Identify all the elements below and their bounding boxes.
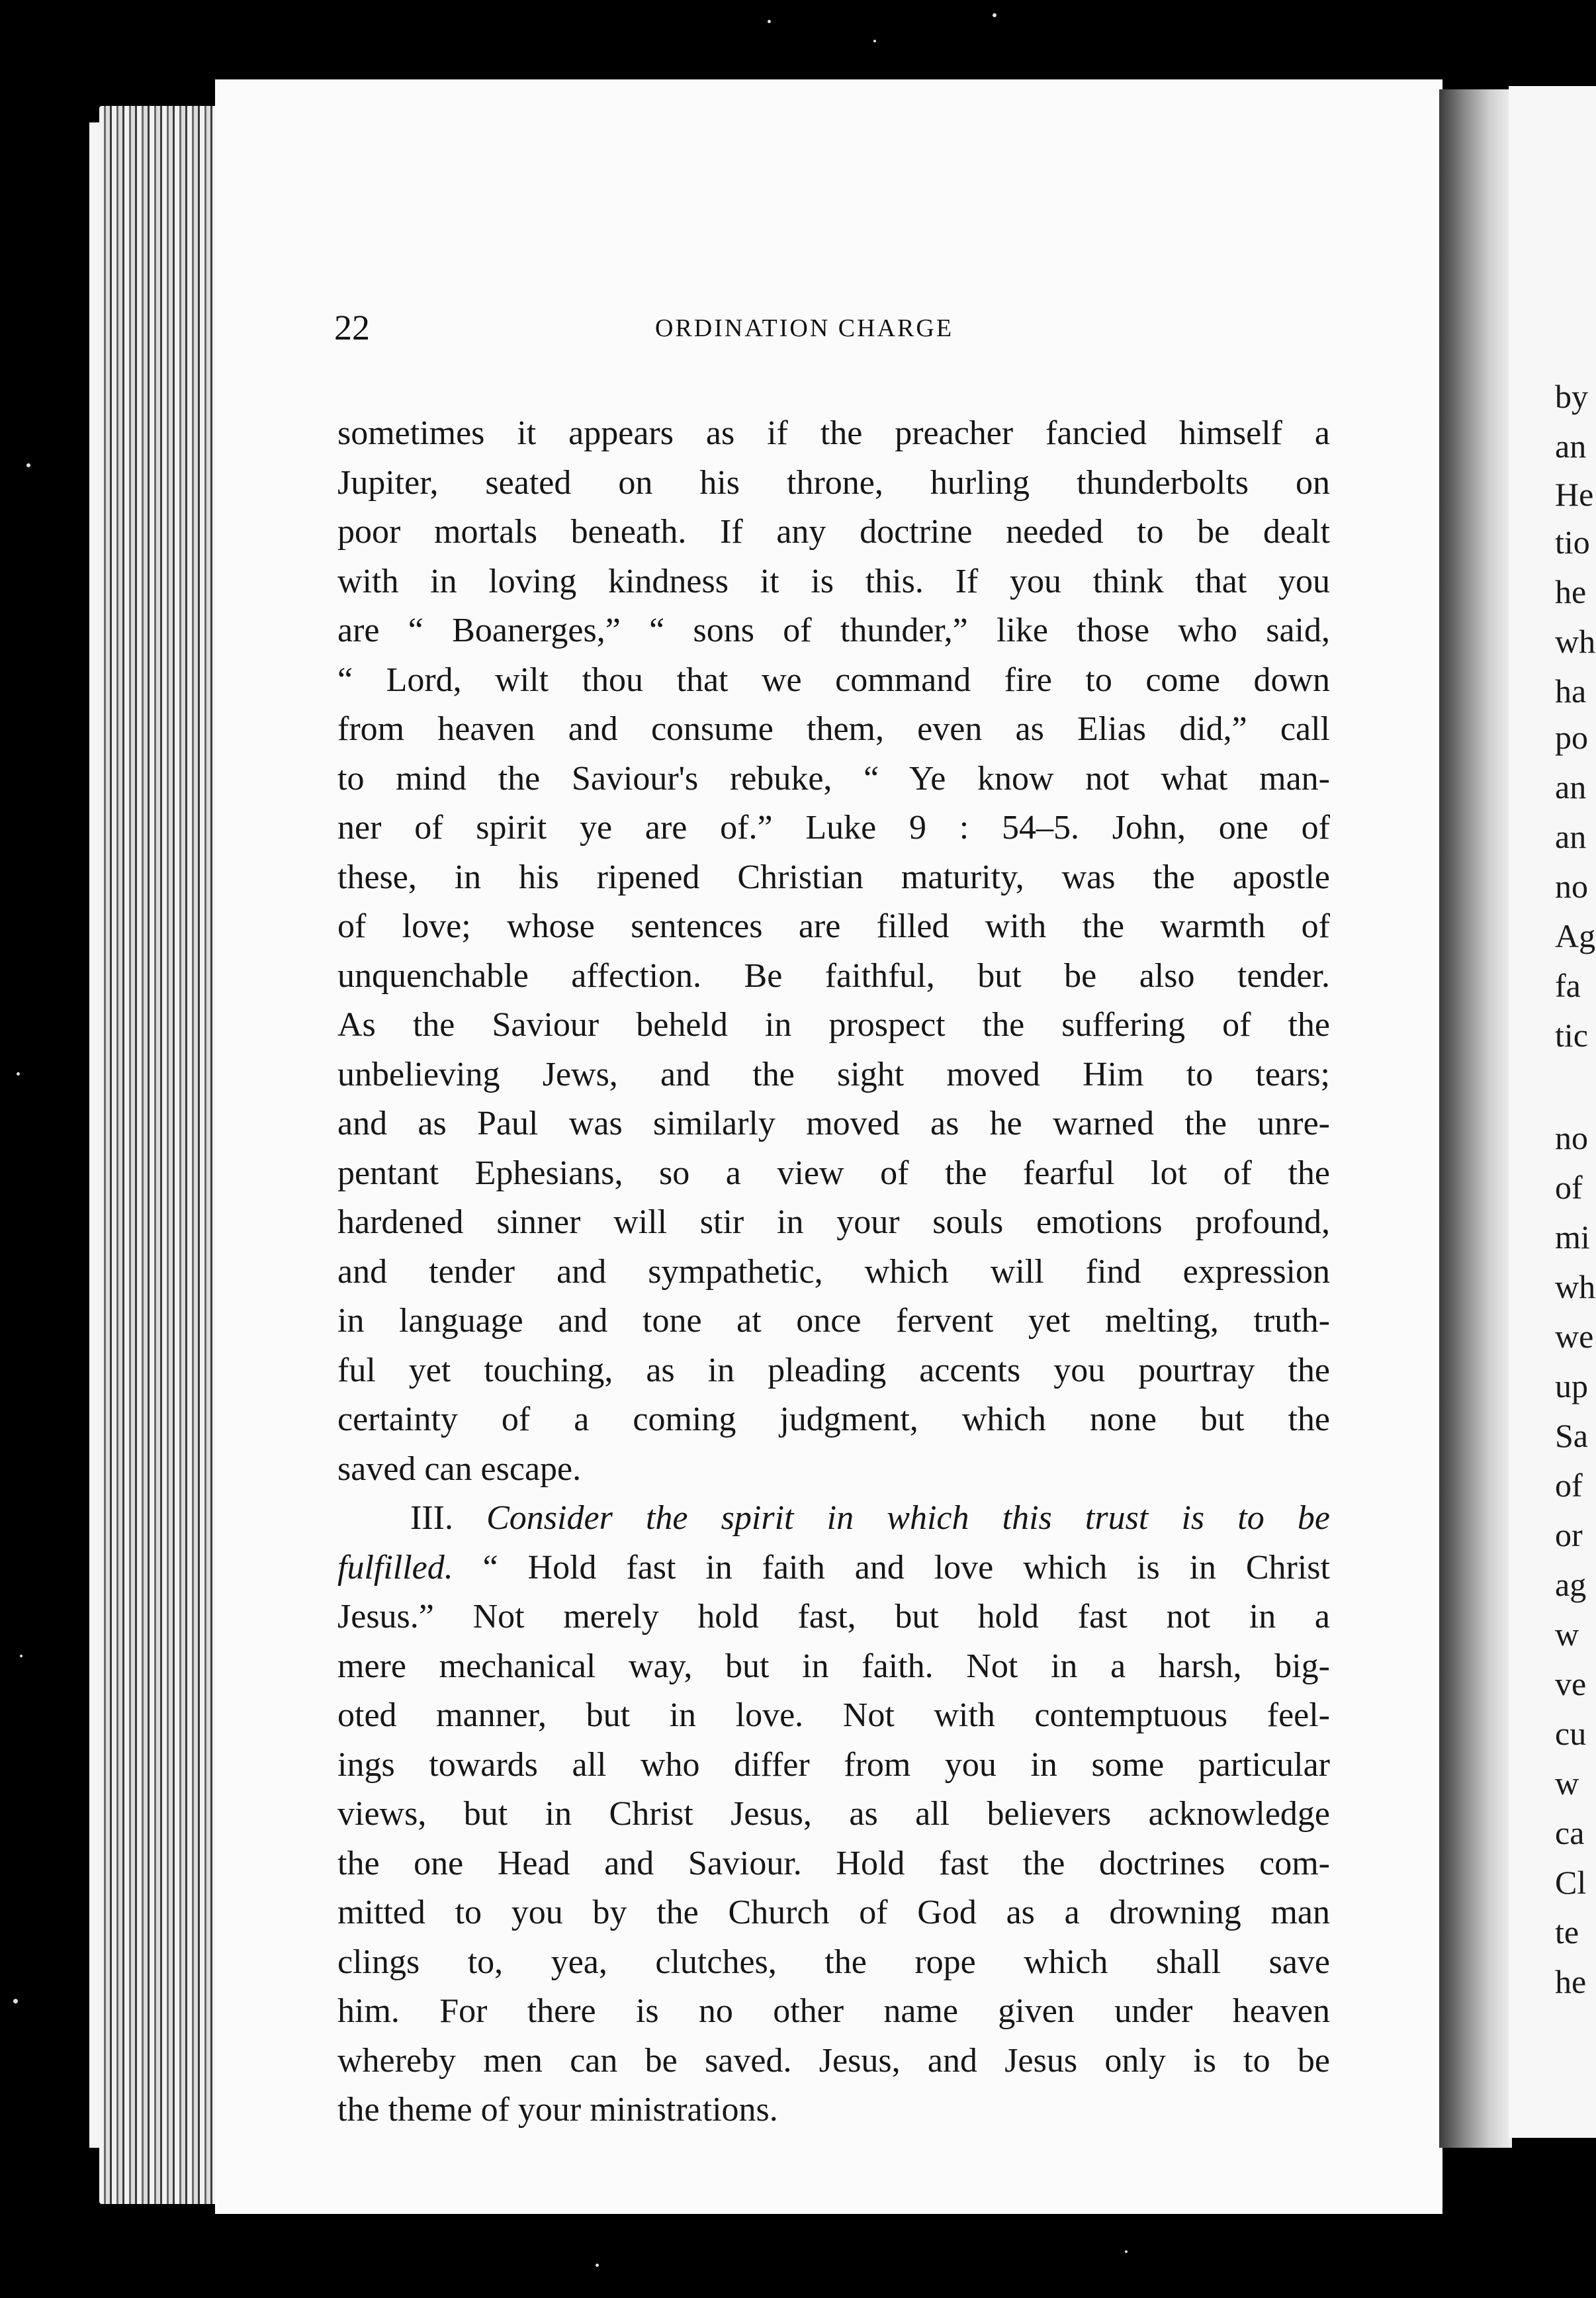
facing-page-fragment: He — [1555, 476, 1594, 513]
facing-page-fragment: ag — [1555, 1566, 1587, 1603]
facing-page-fragment: of — [1555, 1169, 1583, 1206]
body-line: saved can escape. — [337, 1449, 582, 1488]
body-line: unbelieving Jews, and the sight moved Him to tears; — [337, 1055, 1330, 1093]
facing-page-fragment: no — [1555, 1119, 1588, 1156]
facing-page-fragment: te — [1555, 1913, 1579, 1951]
body-line: him. For there is no other name given under heaven — [337, 1992, 1330, 2030]
page-number: 22 — [334, 308, 370, 347]
facing-page-fragment: by — [1555, 378, 1588, 415]
facing-page-fragment: of — [1555, 1467, 1583, 1504]
dust-speck — [17, 1072, 20, 1076]
body-line: ings towards all who differ from you in some particular — [337, 1745, 1330, 1784]
facing-page-fragment: ca — [1555, 1814, 1585, 1851]
body-line: clings to, yea, clutches, the rope which shall save — [337, 1943, 1330, 1981]
facing-page-fragment: fa — [1555, 967, 1581, 1004]
facing-page-fragment: mi — [1555, 1218, 1590, 1256]
body-line: in language and tone at once fervent yet melting, truth- — [337, 1302, 1330, 1340]
body-line: Jupiter, seated on his throne, hurling thunderbolts on — [337, 463, 1330, 502]
body-line: sometimes it appears as if the preacher fancied himself a — [337, 414, 1330, 452]
book-page-edges — [99, 106, 218, 2204]
facing-page-fragment: wh — [1555, 1268, 1596, 1305]
facing-page-fragment: ha — [1555, 672, 1587, 710]
dust-speck — [1125, 2250, 1128, 2253]
facing-page-fragment: an — [1555, 818, 1587, 855]
body-line: the one Head and Saviour. Hold fast the doctrines com- — [337, 1844, 1330, 1882]
facing-page-fragment: ve — [1555, 1665, 1587, 1702]
body-line: Jesus.” Not merely hold fast, but hold fast not in a — [337, 1598, 1330, 1635]
dust-speck — [768, 20, 771, 23]
body-line: are “ Boanerges,” “ sons of thunder,” like those who said, — [337, 612, 1330, 649]
body-line: ful yet touching, as in pleading accents you pourtray the — [337, 1351, 1330, 1389]
book-gutter-shadow — [1439, 89, 1512, 2148]
facing-page-fragment: w — [1555, 1765, 1579, 1802]
body-line: to mind the Saviour's rebuke, “ Ye know not what man- — [337, 759, 1330, 798]
quotation-start: “ Hold fast in faith and love which is in Christ — [482, 1548, 1330, 1586]
facing-page-fragment: or — [1555, 1516, 1583, 1553]
facing-page-fragment: an — [1555, 428, 1587, 465]
facing-page-fragment: tic — [1555, 1017, 1588, 1054]
body-line: ner of spirit ye are of.” Luke 9 : 54–5. John, one of — [337, 809, 1330, 847]
body-line: from heaven and consume them, even as Elias did,” call — [337, 710, 1330, 748]
body-line: whereby men can be saved. Jesus, and Jesus only is to be — [337, 2041, 1330, 2080]
body-line: mitted to you by the Church of God as a drowning man — [337, 1894, 1330, 1931]
body-line: and as Paul was similarly moved as he warned the unre- — [337, 1105, 1330, 1142]
section-numeral: III. — [410, 1499, 487, 1537]
body-line: unquenchable affection. Be faithful, but be also tender. — [337, 956, 1330, 995]
dust-speck — [596, 2264, 599, 2267]
facing-page-fragment: we — [1555, 1318, 1594, 1355]
body-line: and tender and sympathetic, which will find expression — [337, 1252, 1330, 1291]
facing-page-fragment: w — [1555, 1616, 1579, 1653]
facing-page-fragment: no — [1555, 868, 1588, 905]
section-heading-line — [337, 1495, 1330, 1541]
body-line: mere mechanical way, but in faith. Not in a harsh, big- — [337, 1647, 1330, 1685]
facing-page-fragment: Cl — [1555, 1864, 1587, 1901]
facing-page-fragment: up — [1555, 1367, 1588, 1404]
facing-page-fragment: Ag — [1555, 917, 1596, 954]
facing-page-strip — [1509, 86, 1596, 2138]
body-line: certainty of a coming judgment, which none but the — [337, 1401, 1330, 1438]
body-line: views, but in Christ Jesus, as all believers acknowledge — [337, 1795, 1330, 1833]
dust-speck — [20, 1655, 22, 1657]
dust-speck — [993, 13, 997, 17]
dust-speck — [26, 463, 30, 467]
facing-page-fragment: he — [1555, 1963, 1587, 2000]
facing-page-fragment: tio — [1555, 524, 1590, 561]
section-heading-italic: Consider the spirit in which this trust is to be — [486, 1499, 1330, 1537]
running-head: ORDINATION CHARGE — [655, 314, 954, 342]
body-line: hardened sinner will stir in your souls emotions profound, — [337, 1203, 1330, 1241]
body-line: the theme of your ministrations. — [337, 2091, 778, 2129]
dust-speck — [13, 1999, 18, 2003]
body-line: oted manner, but in love. Not with contemptuous feel- — [337, 1696, 1330, 1734]
facing-page-fragment: he — [1555, 573, 1587, 610]
section-heading-italic-end: fulfilled. — [337, 1548, 483, 1586]
facing-page-fragment: cu — [1555, 1715, 1587, 1752]
dust-speck — [873, 40, 876, 42]
body-line: of love; whose sentences are filled with the warmth of — [337, 907, 1330, 945]
facing-page-fragment: an — [1555, 768, 1587, 805]
facing-page-fragment: po — [1555, 719, 1588, 756]
body-line: pentant Ephesians, so a view of the fearful lot of the — [337, 1154, 1330, 1192]
section-heading-line-2 — [337, 1545, 1330, 1591]
facing-page-fragment: wh — [1555, 623, 1596, 660]
body-line: with in loving kindness it is this. If you think that you — [337, 562, 1330, 600]
body-line: poor mortals beneath. If any doctrine needed to be dealt — [337, 513, 1330, 551]
body-line: these, in his ripened Christian maturity, was the apostle — [337, 858, 1330, 896]
body-line: As the Saviour beheld in prospect the suffering of the — [337, 1006, 1330, 1044]
body-line: “ Lord, wilt thou that we command fire to come down — [337, 661, 1330, 699]
facing-page-fragment: Sa — [1555, 1417, 1588, 1454]
